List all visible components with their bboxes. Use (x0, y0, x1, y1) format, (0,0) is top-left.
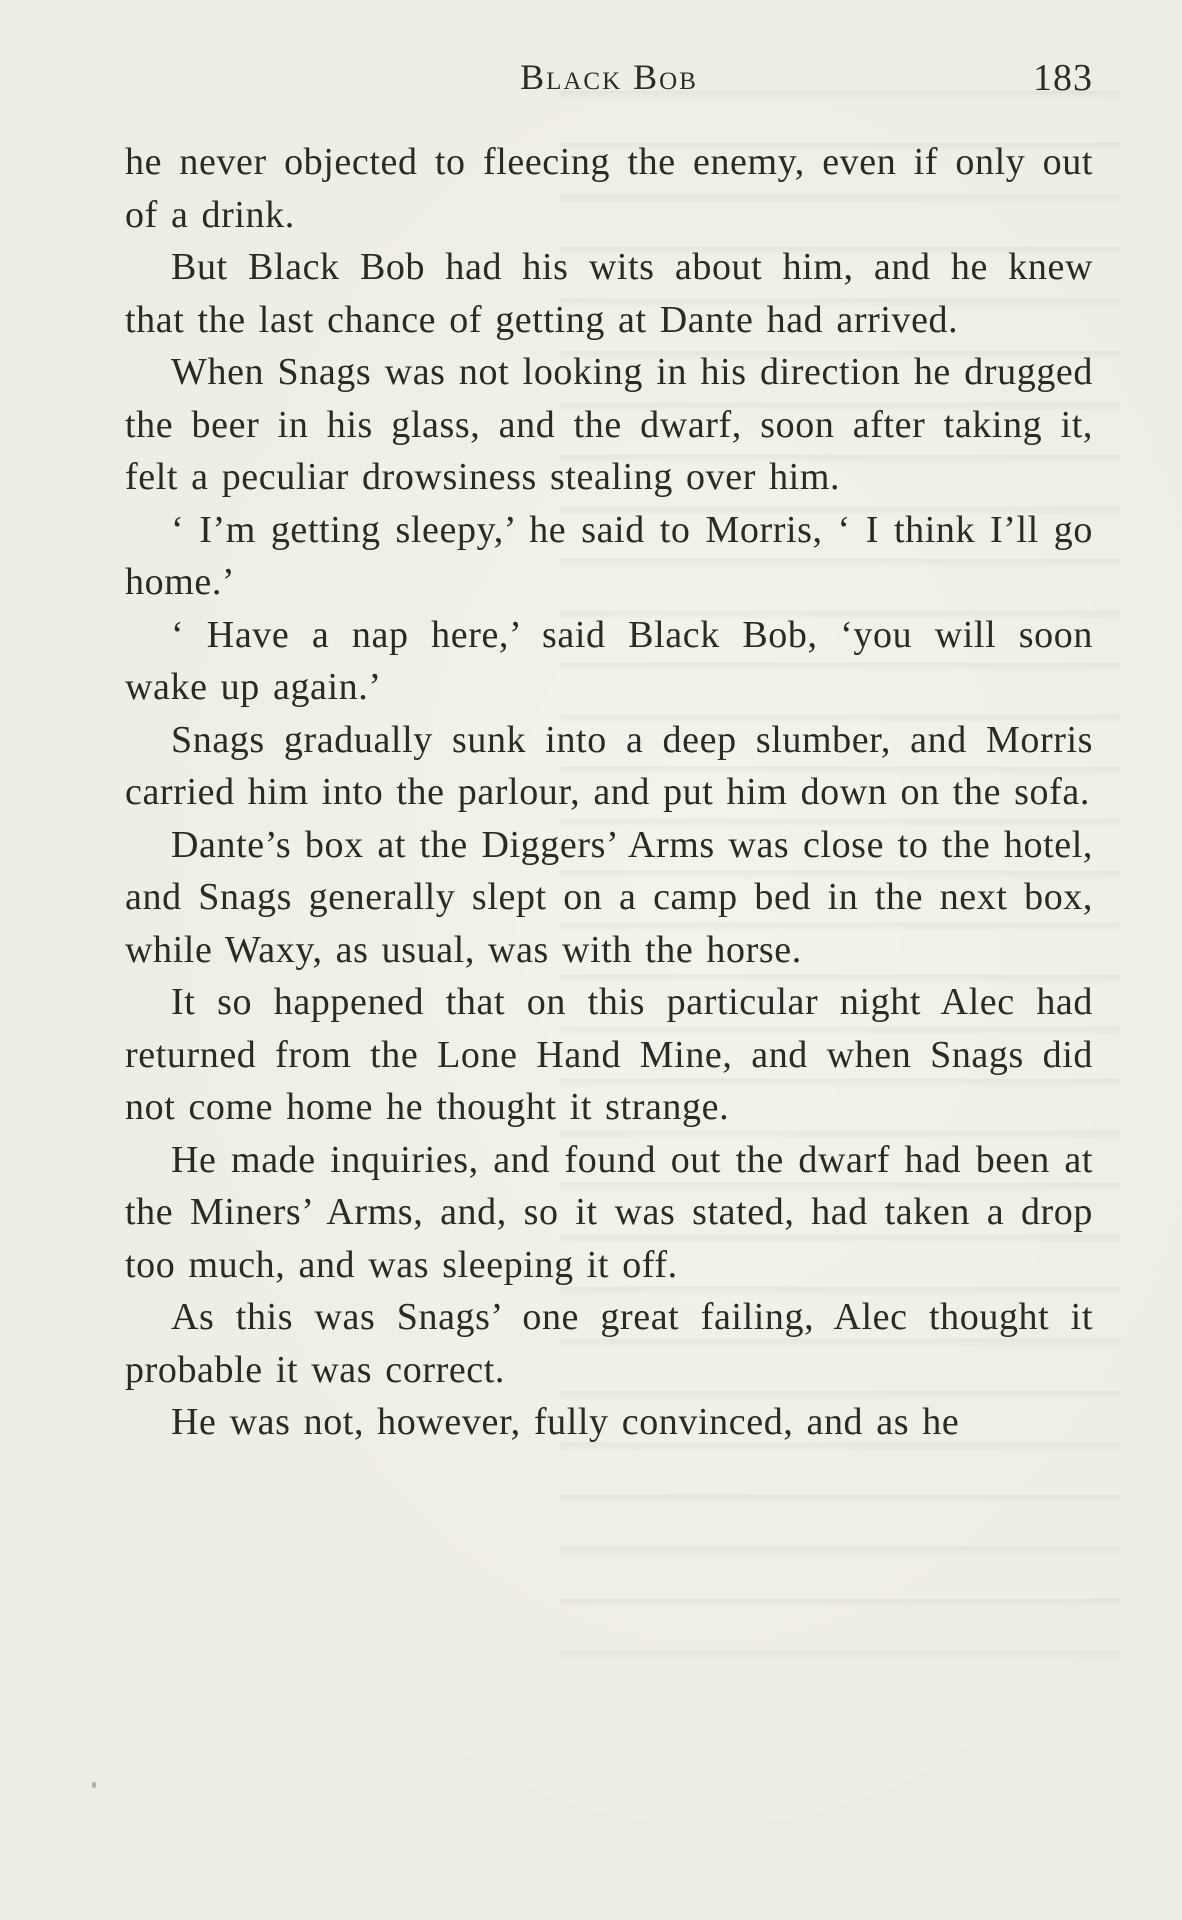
paragraph: He was not, however, fully convinced, and as he (171, 1401, 960, 1443)
page-number: 183 (1033, 57, 1093, 99)
paragraph: Dante’s box at the Diggers’ Arms was close to the hotel, and Snags generally slept on a camp bed in the next box, while Waxy, as usual, was with the horse. (125, 823, 1093, 971)
paragraph: ‘ Have a nap here,’ said Black Bob, ‘you will soon wake up again.’ (125, 613, 1093, 708)
paragraph: he never objected to fleecing the enemy, even if only out of a drink. (125, 141, 1093, 236)
paper-speck (92, 1782, 96, 1788)
paragraph: It so happened that on this particular night Alec had returned from the Lone Hand Mine, and when Snags did not come home he thought it strange. (125, 981, 1093, 1128)
body-text (125, 136, 1093, 1449)
paragraph: But Black Bob had his wits about him, and he knew that the last chance of getting at Dante had arrived. (125, 246, 1093, 341)
paragraph: When Snags was not looking in his direction he drugged the beer in his glass, and the dwarf, soon after taking it, felt a peculiar drowsiness stealing over him. (125, 351, 1093, 498)
running-title: Black Bob (520, 57, 698, 97)
paragraph: ‘ I’m getting sleepy,’ he said to Morris, ‘ I think I’ll go home.’ (125, 508, 1093, 603)
paragraph: Snags gradually sunk into a deep slumber, and Morris carried him into the parlour, and put him down on the sofa. (125, 718, 1093, 813)
paragraph: He made inquiries, and found out the dwarf had been at the Miners’ Arms, and, so it was stated, had taken a drop too much, and was sleeping it off. (125, 1138, 1093, 1286)
running-head (125, 56, 1093, 106)
paragraph: As this was Snags’ one great failing, Alec thought it probable it was correct. (125, 1296, 1093, 1391)
